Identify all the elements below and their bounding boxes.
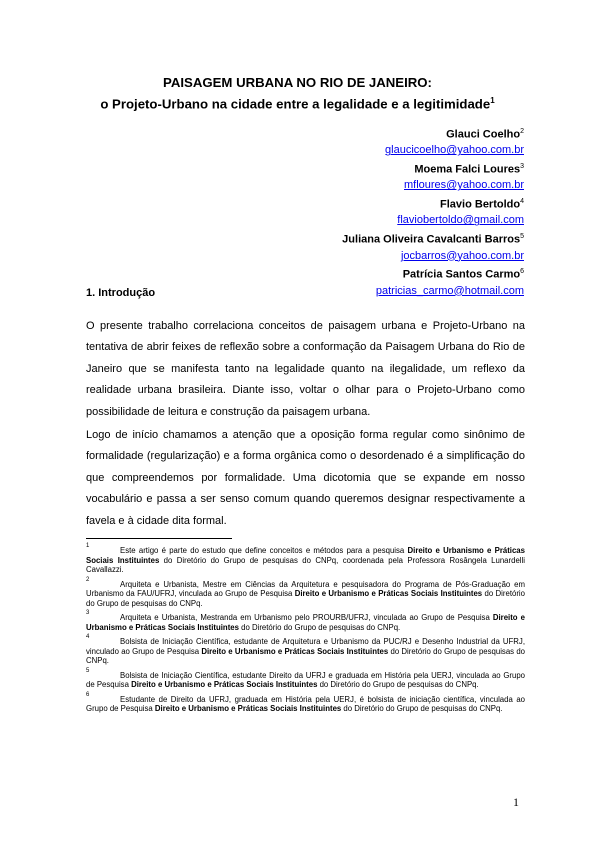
footnote-number: 5 xyxy=(86,667,90,674)
footnote: 5 Bolsista de Iniciação Científica, estudante Direito da UFRJ e graduada em História pela UERJ, vinculada ao Grupo de Pesquisa Direito e Urbanismo e Práticas Sociais Instituintes do Diretório do Grupo de pesquisas do CNPq. xyxy=(86,667,525,689)
body-paragraph: O presente trabalho correlaciona conceitos de paisagem urbana e Projeto-Urbano na tentativa de abrir feixes de reflexão sobre a conformação da Paisagem Urbana do Rio de Janeiro que se manifesta tanto na legalidade quanto na ilegalidade, um reflexo da realidade urbana brasileira. Diante isso, voltar o olhar para o Projeto-Urbano como possibilidade de leitura e construção da paisagem urbana. xyxy=(86,320,525,418)
footnote-divider xyxy=(86,538,232,539)
footnote-number: 6 xyxy=(86,691,90,698)
body-paragraph: Logo de início chamamos a atenção que a oposição forma regular como sinônimo de formalidade (regularização) e a forma orgânica como o desordenado é a simplificação do que compreendemos por formalidade. Uma dicotomia que se expande em nosso vocabulário e passa a ser senso comum quando queremos designar respectivamente a favela e à cidade dita formal. xyxy=(86,429,525,527)
author-email-link[interactable]: flaviobertoldo@gmail.com xyxy=(397,214,524,227)
footnote: 2 Arquiteta e Urbanista, Mestre em Ciências da Arquitetura e pesquisadora do Programa de Pós-Graduação em Urbanismo da FAU/UFRJ, vinculada ao Grupo de Pesquisa Direito e Urbanismo e Práticas Sociais Instituintes do Diretório do Grupo de pesquisas do CNPq. xyxy=(86,576,526,608)
author-name: Glauci Coelho$^2$ xyxy=(446,128,524,141)
author-name: Juliana Oliveira Cavalcanti Barros$^5$ xyxy=(342,233,524,246)
section-heading: 1. Introdução xyxy=(86,287,156,299)
page-number: 1 xyxy=(513,795,519,809)
author-email-link[interactable]: patricias_carmo@hotmail.com xyxy=(375,284,524,297)
footnote: 3 Arquiteta e Urbanista, Mestranda em Urbanismo pelo PROURB/UFRJ, vinculada ao Grupo de Pesquisa Direito e Urbanismo e Práticas Sociais Instituintes do Diretório do Grupo de pesquisas do CNPq. xyxy=(86,610,525,632)
footnote-number: 2 xyxy=(86,576,90,583)
paper-title xyxy=(0,74,595,113)
footnote: 6 Estudante de Direito da UFRJ, graduada em História pela UERJ, é bolsista de iniciação científica, vinculada ao Grupo de Pesquisa Direito e Urbanismo e Práticas Sociais Instituintes do Diretório do Grupo de pesquisas do CNPq. xyxy=(86,691,525,713)
author-name: Moema Falci Loures$^3$ xyxy=(414,163,524,176)
title-line-2: o Projeto-Urbano na cidade entre a legalidade e a legitimidade xyxy=(100,96,491,112)
author-email-link[interactable]: jocbarros@yahoo.com.br xyxy=(400,249,524,262)
footnote-number: 3 xyxy=(86,610,90,616)
title-footnote-ref[interactable]: 1 xyxy=(490,96,495,105)
footnote: 4 Bolsista de Iniciação Científica, estudante de Arquitetura e Urbanismo da PUC/RJ e Desenho Industrial da UFRJ, vinculado ao Grupo de Pesquisa Direito e Urbanismo e Práticas Sociais Instituintes do Diretório do Grupo de pesquisas do CNPq. xyxy=(86,634,525,665)
footnote-number: 4 xyxy=(86,634,90,640)
footnote: 1 Este artigo é parte do estudo que define conceitos e métodos para a pesquisa Direito e Urbanismo e Práticas Sociais Instituintes do Diretório do Grupo de pesquisas do CNPq, coordenada pela Professora Rosângela Lunardelli Cavallazzi. xyxy=(86,543,525,574)
author-email-link[interactable]: mfloures@yahoo.com.br xyxy=(404,179,524,192)
author-email-link[interactable]: glaucicoelho@yahoo.com.br xyxy=(385,144,524,157)
author-name: Flavio Bertoldo$^4$ xyxy=(440,198,524,211)
author-name: Patrícia Santos Carmo$^6$ xyxy=(402,268,524,281)
footnotes xyxy=(86,543,526,719)
title-line-1: PAISAGEM URBANA NO RIO DE JANEIRO: xyxy=(163,75,432,90)
footnote-number: 1 xyxy=(86,543,90,549)
author-list xyxy=(342,124,524,299)
